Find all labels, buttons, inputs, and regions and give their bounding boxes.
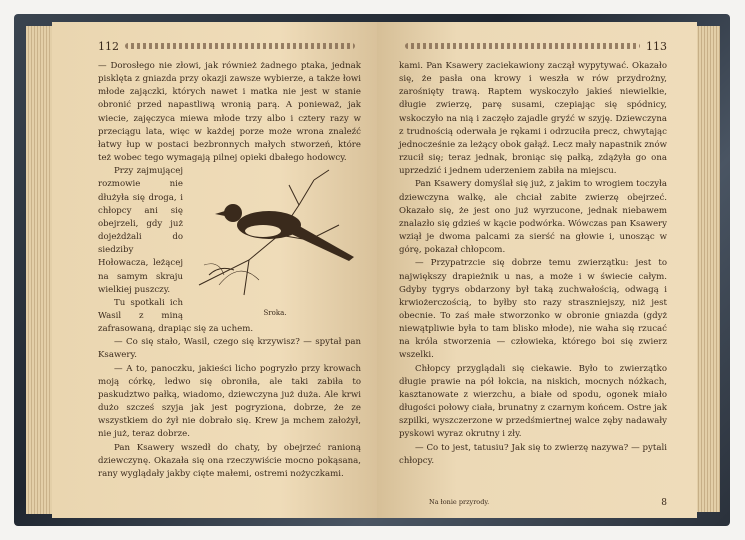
paragraph: kami. Pan Ksawery zaciekawiony zaczął wypytywać. Okazało się, że pasła ona krowy i weszła w rów przydrożny, zarośnięty trawą. Raptem wyskoczyło jakieś niewielkie, długie zwierzę, parę susami, czepiając się spódnicy, wskoczyło na nią i zaczęło zajadle gryźć w szyję. Dziewczyna z trudnością oderwała je rękami i odrzuciła precz, chwytając jednocześnie za leżący obok gałąź. Lecz mały napastnik znów rzucił się; teraz jednak, broniąc się pałką, zdążyła go ona uprzedzić i jednem uderzeniem zabiła na miejscu. bbox=[399, 61, 667, 177]
right-page-footer bbox=[399, 498, 667, 508]
paragraph: Przy zajmującej rozmowie nie dłużyła się droga, i chłopcy ani się obejrzeli, gdy już dojeżdżali do siedziby Hołowacza, leżącej na samym skraju wielkiej puszczy. bbox=[98, 166, 183, 295]
figure-caption: Sroka. bbox=[263, 309, 287, 318]
magpie-icon bbox=[189, 165, 361, 305]
paragraph: Tu spotkali ich Wasil z miną zafrasowaną, drapiąc się za uchem. bbox=[98, 297, 254, 335]
paragraph: — Co się stało, Wasil, czego się krzywisz? — spytał pan Ksawery. bbox=[98, 337, 361, 361]
paragraph: Pan Ksawery wszedł do chaty, by obejrzeć ranioną dziewczynę. Okazała się ona rzeczywiście mocno pokąsana, rany wyglądały jakby cięte małemi, ostremi nożyczkami. bbox=[98, 442, 361, 479]
paragraph: Pan Ksawery domyślał się już, z jakim to wrogiem toczyła dziewczyna walkę, ale chciał zabite zwierzę obejrzeć. Okazało się, że jest ono już wyrzucone, jednak niebawem znalazło się gdzieś w kącie podwórka. Wówczas pan Ksawery wziął je dwoma palcami za sierść na głowie i, unosząc w górę, pokazał chłopcom. bbox=[399, 179, 667, 256]
left-page bbox=[52, 22, 377, 518]
paragraph: — A to, panoczku, jakieści licho pogryzło przy krowach moją córkę, ledwo się obroniła, ale taki zabiła to paskudztwo pałką, wiadomo, dziewczyna już duża. Ale krwi dużo szcześ szyja jak jest pogryziona, dobrze, że ze wszystkiem do żył nie dobrało się. Krew ja mchem założył, nie już, teraz dobrze. bbox=[98, 363, 361, 440]
paragraph: — Dorosłego nie złowi, jak również żadnego ptaka, jednak pisklęta z gniazda przy okazji zawsze wybierze, a także łowi młode zajączki, których nawet i matka nie jest w stanie obronić przed napastliwą wronią parą. A ponieważ, jak wiecie, zajęczyca miewa młode trzy albo i cztery razy w przeciągu lata, więc w każdej porze może wrona znaleźć łatwy łup w postaci bezbronnych małych stworzeń, które też wobec tego wymagają pilnej opieki dbałego hodowcy. bbox=[98, 61, 361, 164]
page-edges-right bbox=[696, 26, 720, 512]
footer-signature-number: 8 bbox=[661, 498, 667, 508]
footer-signature: Na łonie przyrody. bbox=[429, 498, 490, 506]
header-ornament bbox=[405, 43, 640, 49]
paragraph: Chłopcy przyglądali się ciekawie. Było to zwierzątko długie prawie na pół łokcia, na niskich, mocnych nóżkach, kasztanowate z wierzchu, a białe od spodu, ogonek miało długości połowy ciała, brunatny z czarnym końcem. Ostre jak szpilki, wyszczerzone w przedśmiertnej walce zęby nadawały pyskowi wyraz okrutny i zły. bbox=[399, 363, 667, 440]
right-page bbox=[377, 22, 697, 518]
right-page-header bbox=[399, 38, 667, 54]
left-page-text bbox=[98, 60, 361, 481]
magpie-illustration bbox=[189, 165, 361, 320]
paragraph: — Przypatrzcie się dobrze temu zwierzątku: jest to największy drapieżnik u nas, a może i w świecie całym. Gdyby tygrys obdarzony był taką zuchwałością, odwagą i krwiożerczością, to byłby sto razy straszniejszy, niż jest obecnie. To zaś małe stworzonko w obronie gniazda (gdyż niewątpliwie była to tam blisko młode), nie waha się rzucać na króla stworzenia — człowieka, którego boi się zwierz wszelki. bbox=[399, 258, 667, 361]
left-page-header bbox=[98, 38, 361, 54]
header-ornament bbox=[125, 43, 355, 49]
paragraph: — Co to jest, tatusiu? Jak się to zwierzę nazywa? — pytali chłopcy. bbox=[399, 442, 667, 466]
right-page-number: 113 bbox=[646, 39, 667, 53]
page-edges-left bbox=[26, 26, 54, 514]
right-page-text bbox=[399, 60, 667, 468]
left-page-number: 112 bbox=[98, 39, 119, 53]
